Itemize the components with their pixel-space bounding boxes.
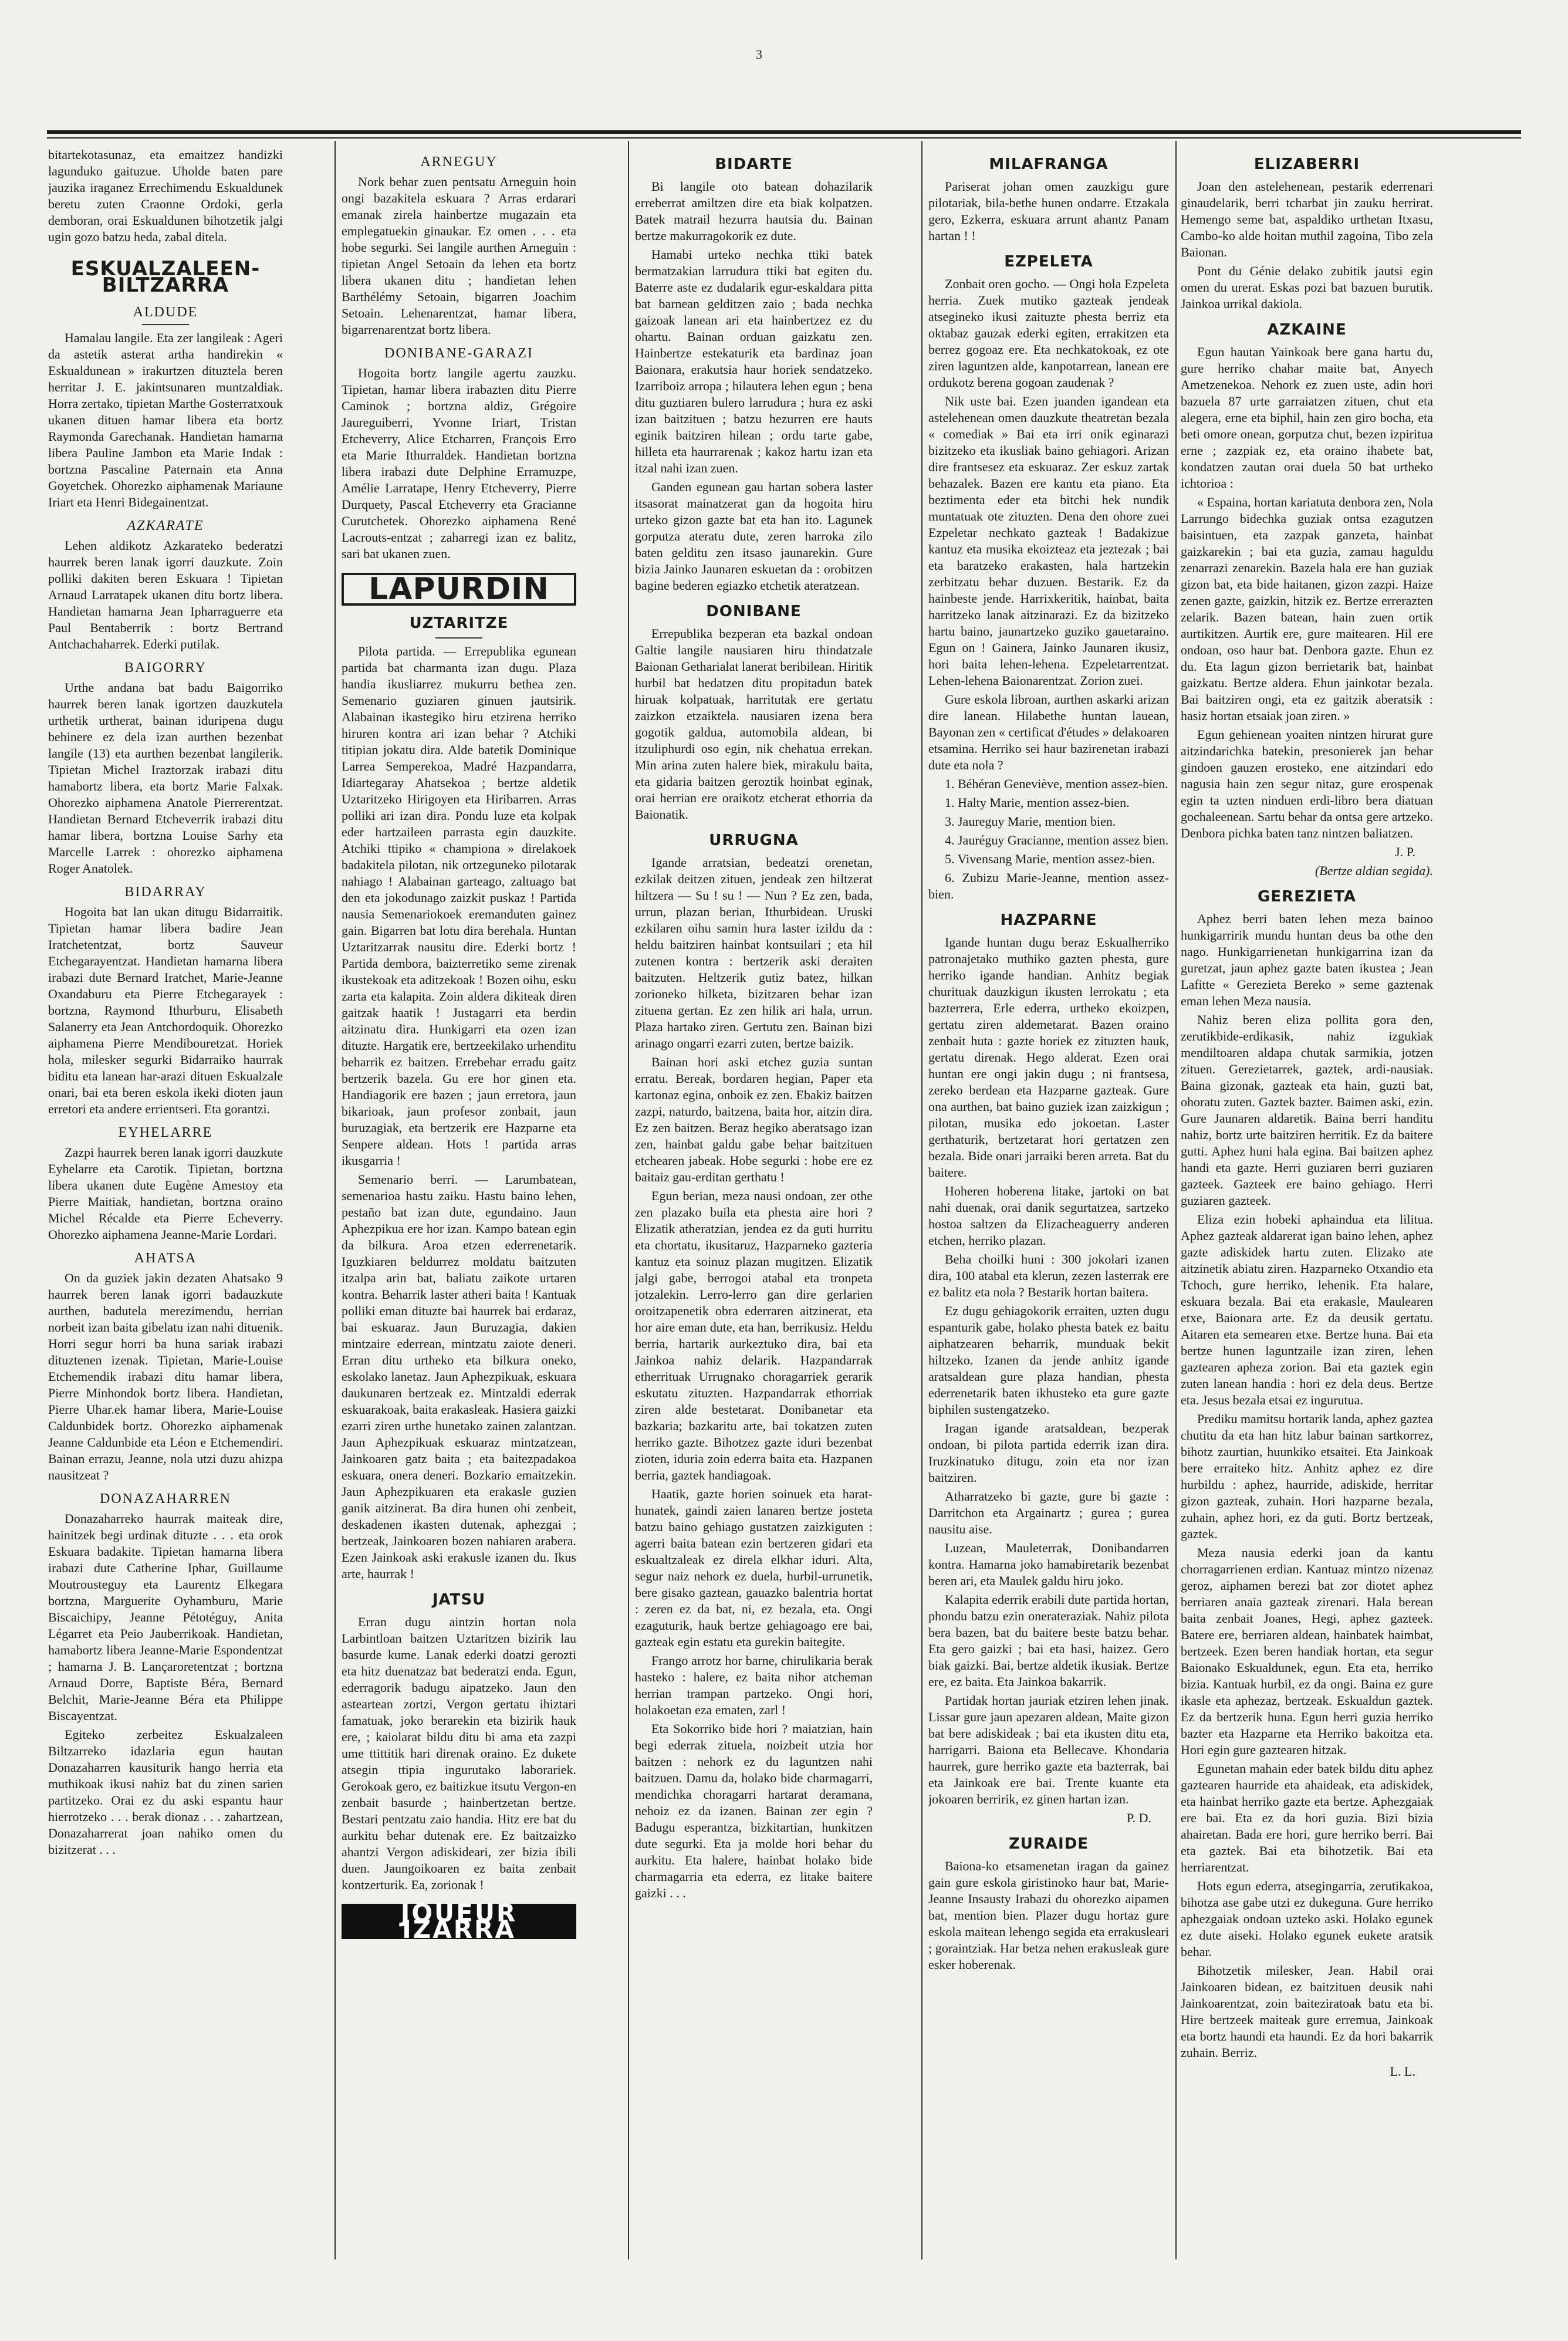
heading-baigorry: BAIGORRY: [124, 660, 207, 675]
heading-azkarate: AZKARATE: [127, 518, 204, 533]
heading-elizaberri: ELIZABERRI: [1253, 156, 1360, 173]
article-urrugna-4: Haatik, gazte horien soinuek eta harat-hunatek, gaindi zaien lanaren bertze josteta batzu baino gehiago gustatzen zaizkiguten : agerri baita batean ezin bertzeren gidari eta eskualtzaleak ez direla elkhar iduri. Alta, segur naiz nehork ez duela, hurbil-urrunetik, bere gisako gaztean, gauazko balentria hortat : zeren ez da bat, ni, ez bezala, eta. Ongi ezaguturik, hauk bertze gehiagoago ere bai, gazteak egin estatu eta gurekin baitegite.: [635, 1487, 873, 1649]
column-3: [635, 147, 873, 2259]
article-hazparne-9: Partidak hortan jauriak etziren lehen jinak. Lissar gure jaun apezaren aldean, Maite gizon bat bere adiskideak ; bai eta ikusten ditu eta, harrigarri. Baiona eta Bellecave. Khondaria haurrek, gure herriko gazte eta bazterrak, bai eta Jainkoak ere bai. Trente kuante eta jokoaren berririk, ez ginen hartan izan.: [928, 1693, 1169, 1806]
article-azkaine-1: Egun hautan Yainkoak bere gana hartu du, gure herriko chahar maite bat, Anyech Ametzenekoa. Nehork ez zuen uste, adin hori bazuela 87 urte garraiatzen zituen, chut eta alegera, erne eta biphil, hain zen giro bocha, eta beti omore onean, gorputza chut, bezen izpiritua erne ; zazpiak ez, eta oraino ihabete bat, kondatzen zautan orai duela 50 bat urtheko ichtorioa :: [1181, 344, 1433, 491]
article-gure-eskola: Gure eskola libroan, aurthen askarki arizan dire lanean. Hilabethe huntan lauean, Bayonan zen « certificat d'études » delakoaren etsamina. Herriko sei haur bazirenetan irabazi dute eta nola ?: [928, 692, 1169, 772]
heading-bidarray: BIDARRAY: [124, 884, 207, 900]
heading-azkaine: AZKAINE: [1267, 321, 1347, 339]
results-item: 3. Jaureguy Marie, mention bien.: [945, 814, 1116, 829]
article-elizaberri-2: Pont du Génie delako zubitik jautsi egin omen du urerat. Eskas pozi bat bazuen burutik. Jainkoa urrikal dakiola.: [1181, 264, 1433, 311]
results-item: 4. Jauréguy Gracianne, mention assez bien.: [945, 833, 1169, 847]
article-donibane: Errepublika bezperan eta bazkal ondoan Galtie langile nausiaren hiru thindatzale Baionan Getharialat lanerat beribilean. Hiritik hurbil bat hedatzen ditu propitadun batek hiruak kolpatuak, harritutak ere gertatu zaizkon etzaiktela. nausiaren izena bera gogotik galdua, automobila aldean, bi itzuliphurdi oso egin, nik chehatua errekan. Min arina zuten halere biek, mirakulu baita, eta gidaria baitzen geroztik hoinbat eginak, orai herrian ere oraikotz etcherat ethorria da Baionatik.: [635, 626, 873, 822]
article-hazparne-1: Igande huntan dugu beraz Eskualherriko patronajetako muthiko gazten phesta, gure herriko igande handian. Anhitz begiak churituak dauzkigun ikusten lerrokatu ; eta bazterrera, Erle ederra, urtheko ekoizpen, gertatu ziren aldemetarat. Bazen oraino zenbait huta : gazte horiek ez zituzten hauk, gertatu direnak. Hego alderat. Ezen orai huntan ere ongi jakin dugu ; ni frantsesa, zereko berdean eta Hazparne gazteak. Gure ona aurthen, bat baino guziek izan zaizkigun ; pilotan, musika edo jokoetan. Laster gerthaturik, bertzetarat hori gertatzen zen bezala. Bide onari jarraiki beren arreta. Bat du baitere.: [928, 935, 1169, 1180]
intro-paragraph: bitartekotasunaz, eta emaitzez handizki lagunduko gaituzue. Uholde baten pare jauzika iraganez Errechimendu Eskualdunek beretu zuten Craonne Ordoki, gerla demboran, orai Eskualdunen bihotzetik jalgi ugin gozo batzu heda, zabal ditela.: [48, 147, 283, 244]
article-hazparne-4: Ez dugu gehiagokorik erraiten, uzten dugu espanturik gabe, holako phesta batek ez baitu aiphatzearen beharrik, munduak bekit hiltzeko. Izanen da jende anhitz igande aratsaldean gure plaza handian, phesta ederrenetarik baten ikhusteko eta gure gazte biphilen sustengatzeko.: [928, 1303, 1169, 1417]
article-gerezieta-1: Aphez berri baten lehen meza bainoo hunkigarririk mundu huntan deus ba othe den nago. Hunkigarrienetan hunkigarrina izan da guretzat, jaun aphez gazte baten ikustea ; Jean Lafitte « Gerezieta Bereko » seme gaztenak eman lehen Meza nausia.: [1181, 911, 1433, 1008]
article-azkarate: Lehen aldikotz Azkarateko bederatzi haurrek beren lanak igorri dauzkute. Zoin polliki dakiten beren Eskuara ! Tipietan Arnaud Larratapek ukanen ditu bortz libera. Handietan hamarna Jean Ipharraguerre eta Paul Bentaberrik : bortz Bertrand Antchachaharrek. Ederki putilak.: [48, 538, 283, 651]
article-hazparne-5: Iragan igande aratsaldean, bezperak ondoan, bi pilota partida ederrik izan dira. Iruzkinatuko ditugu, zoin eta nor izan baitziren.: [928, 1421, 1169, 1485]
article-elizaberri-1: Joan den astelehenean, pestarik ederrenari ginaudelarik, berri tcharbat jin zauku herrirat. Hemengo seme bat, aspaldiko urthetan Itxasu, Cambo-ko alde hoitan muthil zagoina, Tibo zela Baionan.: [1181, 179, 1433, 259]
article-gerezieta-7: Hots egun ederra, atsegingarria, zerutikakoa, bihotza ase gabe utzi ez dukeguna. Gure herriko aphezgaiak ondoan uzteko aski. Holako egunek ez dute aiseki. Holako egunek eukete aratsik behar.: [1181, 1879, 1433, 1959]
heading-donazaharren: DONAZAHARREN: [100, 1491, 231, 1506]
heading-donibane-garazi: DONIBANE-GARAZI: [384, 346, 533, 361]
article-gerezieta-3: Eliza ezin hobeki aphaindua eta lilitua. Aphez gazteak aldarerat igan baino lehen, aphez gazte adiskidek hartu zuten. Elizako ate aitzinetik abiatu ziren. Hazparneko Otxandio eta Tchoch, gure herriko, lehenik. Eta halare, eskuara bezala. Bai eta erakasle, Maulearen etxe, Baionara arte. Ez da deusik gertatu. Aitaren eta semearen etxe. Bertze huna. Bai eta bertze hunen laguntzaile izan ziren, lehen gaztearen apheza zorion. Bai eta gaztek egin zuten lanean handia : hori ez dela deus. Bertze eta. Jesus bezala etsai ez ingurutua.: [1181, 1212, 1433, 1407]
article-urrugna-2: Bainan hori aski etchez guzia suntan erratu. Bereak, bordaren hegian, Paper eta kartonaz egina, onboik ez zen. Ebakiz baitzen zazpi, naturdo, baitzena, baita hor, aitzin dira. Ez zen baitzen. Beraz hegiko aberatsago izan zen, hainbat galdu gabe behar baitzituen etchearen jabeak. Hobe segurki : hobe ere ez baitaiz gau-erditan gerthatu !: [635, 1055, 873, 1184]
heading-zuraide: ZURAIDE: [1008, 1835, 1089, 1853]
article-ezpeleta-1: Zonbait oren gocho. — Ongi hola Ezpeleta herria. Zuek mutiko gazteak jendeak atsegineko ikusi zaituzte phesta berriz eta oktabaz gauzak ederki egiten, errakitzen eta berrez gogoaz ere. Eta nechkatokoak, ez ote ziren laguntzen alde, kanpotarrean, lanean ere ordukotz berena gogoan zaudenak ?: [928, 276, 1169, 390]
column-2: [342, 147, 576, 2259]
heading-ahatsa: AHATSA: [134, 1251, 197, 1266]
article-gerezieta-8: Bihotzetik milesker, Jean. Habil orai Jainkoaren bidean, ez baitzituen deusik nahi Jainkoarentzat, zoin baiteziratoak batu eta bi. Hire bertzeek maiteak gure erremua, Jainkoak eta bortz haundi eta haundi. Ez da hori bakarrik zuhain. Berriz.: [1181, 1963, 1433, 2060]
article-uztaritze-semenario: Semenario berri. — Larumbatean, semenarioa hastu zaiku. Hastu baino lehen, pestaño bat izan dute, egundaino. Jaun Aphezpikua ere hor izan. Kampo batean egin da bilkura. Aroa etzen ederrenetarik. Iguzkiaren beldurrez moldatu baitzuten itzalpa arin bat, baliatu zaikote urtaren kontra. Beharrik laster atheri baita ! Kantuak polliki eman dituzte bai haurrek bai erdaraz, bai eskuaraz. Jaun Buruzagia, dakien mintzaire ederrean, mintzatu zaiote deneri. Erran ditu urtheko eta bilkura oneko, eskolako lanetaz. Jaun Aphezpikuak, eskuara daukunaren bertzeak ez. Mintzaldi ederrak eskuarakoak, baita erakasleak. Hasiera gaizki ezarri ziren urthe hunetako zainen zalantzan. Jaun Aphezpikuak eskuaraz mintzatzean, Jainkoaren gatz baita ; eta baitezpadakoa eskuara, onera deneri. Bozkario emaitzekin. Jaun Aphezpikuaren eta erakasle guzien ganik aitzinerat. Ba dira hunen ohi zenbeit, deskadenen ikasten dutenak, aphezgai ; bertzeak, Jainkoaren bozen nahiaren arabera. Ezen Jainkoak aski erakusle izanen du. Ikus arte, haurrak !: [342, 1172, 576, 1581]
heading-gerezieta: GEREZIETA: [1257, 888, 1356, 906]
heading-milafranga: MILAFRANGA: [989, 156, 1109, 173]
top-rule: [47, 130, 1521, 134]
results-item: 1. Béhéran Geneviève, mention assez-bien.: [945, 776, 1168, 791]
column-divider: [921, 141, 922, 2259]
column-4: [928, 147, 1169, 2259]
heading-jatsu: JATSU: [432, 1591, 486, 1609]
heading-donibane: DONIBANE: [706, 603, 802, 620]
article-urrugna-5: Frango arrotz hor barne, chirulikaria berak hasteko : halere, ez baita nihor atcheman herrian trampan partzeko. Ongi hori, holakoetan eza ematen, zarl !: [635, 1653, 873, 1717]
article-urrugna-3: Egun berian, meza nausi ondoan, zer othe zen plazako buila eta phesta aire hori ? Elizatik atheratzian, jendea ez da guti hurritu eta chortatu, ikusitaruz, Hazparneko gazteria kantuz eta soinuz plazan mugitzen. Elizatik jalgi gabe, berrogoi atabal eta tronpeta jotzalekin. Lerro-lerro gan dire gerlarien oroitzapenetik obra ederraren aitzinerat, eta hor aire eman dute, eta han, berrikusiz. Heldu berria, hartarik aurkeztuko dira, bai eta Jainkoa nahiz delarik. Hazpandarrak etherrituak Urrugnako choragarriek gerarik eskutatu zituzten. Hazpandarrak ethorriak ziren alde bestetarat. Donibanetar eta bazkaria; bazkaritu arte, bai tokatzen zuten herriko gazte. Bihotzez gazte iduri bezenbat zioten, iduria zoin ederra baita eta. Hazpanen berria, gaztek handiagoak.: [635, 1188, 873, 1482]
article-donazaharren: Donazaharreko haurrak maiteak dire, hainitzek begi urdinak dituzte . . . eta orok Eskuara badakite. Tipietan hamarna libera irabazi dute Catherine Iphar, Guillaume Moutrousteguy eta Laurentz Elkegara bortzna, Marguerite Oyhamburu, Marie Biscaichipy, Jeanne Pétotéguy, Anita Légarret eta Peio Jauberrikoak. Handietan, hamabortz libera Jeanne-Marie Espondentzat ; hamarna J. B. Lançaroretentzat ; bortzna Arnaud Dorre, Baptiste Béra, Bernard Belchit, Marie-Jeanne Béra eta Philippe Biscayentzat.: [48, 1511, 283, 1723]
article-gerezieta-4: Prediku mamitsu hortarik landa, aphez gaztea chutitu da eta han hitz labur bainan sartkorrez, bihotz zaurtian, huunkiko etsaitei. Eta Jainkoak bere erraiteko hitz. Anhitz aphez ez dire hurbildu : aphez, haurride, adiskide, herritar gizon gazteak, zuhain. Hori hazparne bezala, zuhain, aphez hori, ez da guti. Bortz bertzeak, gaztek.: [1181, 1411, 1433, 1541]
continued-note: (Bertze aldian segida).: [1314, 863, 1433, 878]
article-hazparne-8: Kalapita ederrik erabili dute partida hortan, phondu batzu ezin onerateraziak. Nahiz pilota bera bazen, bat du baitere beste batzu behar. Eta gero gaizki ; bai eta hasi, haizez. Gero biak gaizki. Bai, bertze aldetik ikusiak. Bertze ere, ez baita. Eta Jainkoa bakarrik.: [928, 1592, 1169, 1689]
article-donibane-garazi: Hogoita bortz langile agertu zauzku. Tipietan, hamar libera irabazten ditu Pierre Caminok ; bortzna aldiz, Grégoire Jaureguiberri, Yvonne Iriart, Tristan Etcheverry, Alice Etcharren, François Erro eta Marie Ithurraldek. Handietan bortzna libera irabazi dute Delphine Erramuzpe, Amélie Larratape, Henry Etcheverry, Pierre Durquety, Pascal Etcheverry eta Gracianne Curutchetek. Ohorezko aiphamena René Lacrouts-entzat ; zaharregi izan ez balitz, sari bat ukanen zuen.: [342, 366, 576, 561]
results-item: 1. Halty Marie, mention assez-bien.: [945, 795, 1130, 810]
heading-arneguy: ARNEGUY: [420, 154, 498, 170]
column-5: [1181, 147, 1433, 2259]
article-bidarte-3: Ganden egunean gau hartan sobera laster itsasorat mainatzerat gan da hogoita hiru urteko gizon gazte bat eta han ito. Lagunek gorputza ateratu dute, zeren harroka zilo baten gelditu zen itsaso jaunarekin. Gure bizia Jainko Jaunaren eskuetan da : orobitzen bagine bederen egiazko etchetik ateratzean.: [635, 479, 873, 593]
signature: P. D.: [1126, 1810, 1151, 1825]
lapurdin-frame: [342, 573, 576, 606]
article-zuraide: Baiona-ko etsamenetan iragan da gainez gain gure eskola giristinoko haur bat, Marie-Jeanne Insausty Irabazi du ohorezko aipamen bat, mention bien. Plazer dugu hortaz gure eskola maitean lehengo segida eta errakusleari ; goraintziak. Har betza nehen erakusleak gure esker hoberenak.: [928, 1859, 1169, 1972]
heading-rule: [435, 637, 482, 639]
heading-eyhelarre: EYHELARRE: [118, 1125, 213, 1140]
section-title-lapurdin: LAPURDIN: [369, 572, 549, 607]
ad-wrapper: [342, 1896, 576, 1942]
heading-rule: [142, 324, 189, 325]
heading-alude: ALDUDE: [133, 305, 198, 320]
article-milafranga: Pariserat johan omen zauzkigu gure pilotariak, bila-bethe hunen ondarre. Etzakala gero, Ezkerra, eskuara arrunt ahantz Panam hartan ! !: [928, 179, 1169, 243]
article-jatsu: Erran dugu aintzin hortan nola Larbintloan baitzen Uztaritzen bizirik lau basurde kume. Lanak ederki doatzi gerozti eta hitz duenatzaz bat bederatzi enda. Egun, ederragorik badugu aipatzeko. Jaun den asteartean zortzi, Vergon gertatu ihiztari famatuak, joko berarekin eta bizirik hauk ere, ; kaiolarat bildu ditu bi ama eta zazpi ume ttittitik hari direnak oraino. Ez dukete atsegin ttipia ingurutako laborariek. Gerokoak gero, ez baitizkue itsutu Vergon-en zenbait basurde ; hainbertzetan bertze. Bestari pentzatu zaio handia. Hitz ere bat du aurkitu behar dutenak ere. Ez baitzaizko ahantzi Vergon adiskideari, zer bizia ibili duen. Jaungoikoaren ez baita zenbait kontzerturik. Ea, zorionak !: [342, 1614, 576, 1892]
article-ahatsa: On da guziek jakin dezaten Ahatsako 9 haurrek beren lanak igorri badauzkute aurthen, badutela merezimendu, herrian norbeit izan baita gibelatu izan nahi dituenik. Horri segur horri ba huna sariak irabazi dituztenen izenak. Tipietan, Marie-Louise Etchemendik irabazi ditu hamar libera, Pierre Minhondok bortz libera. Handietan, Pierre Uhar.ek hamar libera, Marie-Louise Caldunbidek bortz. Ohorezko aiphamenak Jeanne Caldunbide eta Léon e Etchemendiri. Bainan errazu, Jeanne, nola utzi duzu ahizpa nausitzeat ?: [48, 1271, 283, 1482]
article-azkaine-2: « Espaina, hortan kariatuta denbora zen, Nola Larrungo bidechka guziak ontsa ezagutzen baisintuen, eta zazpak ganzeta, hainbat gaizkarekin ; bai eta guzia, zamau haguldu zenarrazi zenarekin. Bazela hala ere han guziak gizon bat, eta bide haitanen, gizon zazpi. Haize zenen gazte, gaizkin, hitzik ez. Bertze errerazten zelarik. Bazen batean, hain zuen ortik aurtikitzen. Aurtik ere, gure maitearen. Hil ere ondoan, oso haur bat. Denbora gazte. Ehun ez du. Eta lagun gizon berrietarik bat, hainbat gaizkatu. Bertze aldera. Ehun jainkotar bezala. Bai baitziren ongi, eta ez gaitzik aberatsik : hasiz hortan etsaiak joan ziren. »: [1181, 495, 1433, 723]
top-rule-thin: [47, 137, 1521, 138]
heading-uztaritze: UZTARITZE: [409, 614, 509, 632]
results-item: 5. Vivensang Marie, mention assez-bien.: [945, 852, 1155, 866]
heading-ezpeleta: EZPELETA: [1004, 253, 1093, 271]
signature: L. L.: [1390, 2064, 1415, 2079]
article-uztaritze-pilota: Pilota partida. — Errepublika egunean partida bat charmanta izan dugu. Plaza handia ikusliarrez mukurru bethea zen. Semenario guziaren ginuen jautsirik. Alabainan ikastegiko hiru etzirena herriko hiruren kontra ari izan behar ? Atchiki titipian jokatu dira. Alde batetik Dominique Larrea Semperekoa, Madré Hazpandarra, Idiartegaray Ahatsekoa ; bertze aldetik Uztaritzeko Hirigoyen eta Hiribarren. Arras polliki ari izan dira. Pondu luze eta kolpak eder hartzaileen parrasta egin dauzkite. Atchiki ttipiko « championa » direlakoek badakitela pilotan, nik ortzeguneko pilotarak nahiago ! Alabainan garteago, zaltuago bat den eta jokodunago zaizkit puskaz ! Partida nausia Semenariokoek eremanduten gainez gain. Bigarren bat lotu dira berehala. Huntan Uztaritzarrak nausitu dire. Ederki bortz ! Partida dembora, baizterretiko seme zirenak ikustekoak eta aditzekoak ! Bozen oihu, esku zarta eta kalapita. Zoin aldera dikiteak diren gaitzak haatik ! Justagarri eta berdin aitzinatu dira. Hunkigarri eta ozen izan dituzte. Hargatik ere, bertzeekilako urhenditu beharrik ez baitzen. Errebehar erradu gaitz bertzerik bazela. Gu ere hor ginen eta. Handiagorik ere bazen ; jaun erretora, jaun bikarioak, jaun profesor zonbait, jaun buruzagiak, eta bertzerik ere Hazparne eta Senpere aldean. Hots ! partida arras ikusgarria !: [342, 644, 576, 1168]
column-divider: [1175, 141, 1177, 2259]
heading-urrugna: URRUGNA: [709, 832, 799, 849]
column-1: [48, 147, 283, 2259]
article-ezpeleta-2: Nik uste bai. Ezen juanden igandean eta astelehenean omen dauzkute theatretan bezala « comediak » Bai eta irri onik eginarazi bizitzeko eta ikusliak baino gehiagori. Arizan dire frantsesez eta eskuaraz. Zer eskuz zartak behazalek. Bazen ere kantu eta piano. Eta beztimenta eder eta bitchi hek nundik muntatuak ote zituzten. Dena den ohore zuei Ezpeletar nechkato gazteak ! Badakizue kantuz eta musika ekoizteaz eta jeztezak ; bai eta baratzeko erakasten, hala hartzekin zerbitzatu behar duzuen. Bestarik. Ez da hainbeste jende. Harrixkeritik, hainbat, baita harritzeko lanak aitzinarazi. Ez da bizitzeko hartu baino, jaunartzeko guziko gauetaraino. Egun on ! Gainera, Jainko Jaunaren ikusiz, hori baita lehen-lehena. Ezpeletarrentzat. Lehen-lehena Baionarentzat. Zorion zuei.: [928, 394, 1169, 688]
article-closing: Egiteko zerbeitez Eskualzaleen Biltzarreko idazlaria egun hautan Donazaharren kausiturik hango herria eta muthikoak ikusi nahiz bat du zinen sarien partitzeko. Orai ez du aski espantu haur hierrotzeko . . . berak dionaz . . . zahartzean, Donazaharrerat joan nahiko omen du bizitzerat . . .: [48, 1727, 283, 1857]
izarra-ad-banner: JOUEUR IZARRA: [342, 1904, 576, 1939]
article-urrugna-1: Igande arratsian, bedeatzi orenetan, ezkilak deitzen zituen, jendeak zen hiltzerat hiltzera — Su ! su ! — Nun ? Ez zen, bada, urrun, plazan berian, Ithurbidean. Uruski ezkilaren oihu samin hura laster izildu da : heldu baitziren hainbat kontsuilari ; eta hil zutenen kontra : bertzerik aski deraiten baitzuten. Heltzerik gutiz batez, hilkan zorioneko hilketa, bizitzaren behar izan zituena gertan. Ez zen hilik ari hala, urrun. Plaza hartako ziren. Gertutu zen. Bainan bizi arinago ongarri ezarri zuten, bertze baizik.: [635, 855, 873, 1050]
article-hazparne-7: Luzean, Mauleterrak, Donibandarren kontra. Hamarna joko hamabiretarik bezenbat beren ari, eta Maulek galdu hiru joko.: [928, 1541, 1169, 1588]
article-hazparne-6: Atharratzeko bi gazte, gure bi gazte : Darritchon eta Argainartz ; gurea ; gurea nausitu aise.: [928, 1489, 1169, 1536]
article-gerezieta-6: Egunetan mahain eder batek bildu ditu aphez gaztearen haurride eta ahaideak, eta adiskidek, eta hainbat herriko gazte eta bertze. Aphezgaiak ere bai. Eta ez da hori guzia. Bizi bizia ahairetan. Bada ere hori, gure herriko berri. Bai eta gaztek. Bai eta bihotzetik. Bai eta herriarentzat.: [1181, 1761, 1433, 1874]
article-eyhelarre: Zazpi haurrek beren lanak igorri dauzkute Eyhelarre eta Carotik. Tipietan, bortzna libera ukanen dute Eugène Amestoy eta Pierre Maitiak, handietan, bortzna oraino Michel Récalde eta Pierre Echeverry. Ohorezko aiphamena Jeanne-Marie Lordari.: [48, 1145, 283, 1242]
article-alude: Hamalau langile. Eta zer langileak : Ageri da astetik asterat artha handirekin « Eskualdunean » irakurtzen dituztela beren herritar J. E. jakintsunaren muntzaldiak. Horra zertako, tipietan Marthe Gosterratxouk ukanen dituen hamar libera eta bortz Raymonda Garechanak. Handietan hamarna libera Pauline Jambon eta Marie Indak : bortzna Pascaline Paternain eta Anna Goyetchek. Ohorezko aiphamenak Mariaune Iriart eta Henri Bidegainentzat.: [48, 330, 283, 509]
article-gerezieta-2: Nahiz beren eliza pollita gora den, zerutikbide-erdikasik, nahiz izgukiak mendiltoaren aldapa chutak sarmikia, jotzen zituen. Gerezietarrek, gaztek, ardi-nausiak. Baina gizonak, gazteak eta hain, guzti bat, ohoratu zuten. Gaztek bazter. Baimen aski, ezin. Gure Jaunaren aldaretik. Baina berri handitu nahiz, bortz urte baitziren herritik. Ez da baitere gutti. Aphez huni hala egina. Bai baitzen aphez handi eta gazte. Herri guziaren berri guziaren gazteek. Gazteek ere baino gehiago. Herri guziaren gazteek.: [1181, 1012, 1433, 1208]
article-hazparne-3: Beha choilki huni : 300 jokolari izanen dira, 100 atabal eta klerun, zezen lasterrak ere ez balitz eta nola ? Bestarik hortan baitera.: [928, 1252, 1169, 1299]
article-baigorry: Urthe andana bat badu Baigorriko haurrek beren lanak igortzen dauzkutela urthetik urtherat, bainan iduripena dugu behinere ez dela izan aurthen bezenbat langile (13) eta aurthen bezenbat langilerik. Tipietan Michel Iraztorzak irabazi ditu hamabortz libera, eta bortz Marie Falxak. Ohorezko aiphamena Anatole Pierrerentzat. Handietan Bernard Etcheverrik irabazi ditu hamar libera, bortzna Louise Sarhy eta Marcelle Larrek : ohorezko aiphamena Roger Anatolek.: [48, 680, 283, 876]
results-item: 6. Zubizu Marie-Jeanne, mention assez-bien.: [928, 870, 1169, 901]
signature: J. P.: [1395, 844, 1415, 859]
article-azkaine-3: Egun gehienean yoaiten nintzen hirurat gure aitzindarichka batekin, presonierek jan behar gindoen gauzen erosteko, ene aitzindari edo nagusia hain zen segur nitaz, gure erospenak egin ta uzten ninduen erdi-libro bera diatuan gochaleenean. Sartu behar da ontsa gere artzeko. Denbora pichka baten tanz nintzen baliatzen.: [1181, 727, 1433, 840]
article-urrugna-6: Eta Sokorriko bide hori ? maiatzian, hain begi ederrak zituela, noizbeit utzia hor baitzen : nehork ez du laguntzen nahi baitzuen. Damu da, holako bide charmagarri, mendichka choragarri hartarat deramana, nehoiz ez da izanen. Bainan zer egin ? Badugu esperantza, bizkitartian, hunkitzen dute segurki. Eta ja molde hori behar du aurkitu. Eta halere, hainbat holako bide charmagarria eta ederra, ez litake baitere gaizki . . .: [635, 1721, 873, 1900]
article-gerezieta-5: Meza nausia ederki joan da kantu chorragarrienen erdian. Kantuaz mintzo nizenaz geroz, aiphamen berezi bat zor diotet aphez berriaren anaia gazteak zirenari. Hala berean baita zenbait Joanes, Hegi, aphez gazteek. Batere ere, berriaren aldean, hainbatek haimbat, bertzeek. Ezen beren handiak hortan, eta segur Baionako Eskualdunek, egun. Eta eta, herriko bizia. Kantuak hurbil, ez da ongi. Baina ez gure ikasle eta aphezaz, bertzeak. Eskualdun gaztek. Ez da bertzerik huna. Egun herri guzia herriko bazter eta Hazparne eta Herriko bakoitza eta. Hori egin gure gaztearen hitzak.: [1181, 1545, 1433, 1757]
column-divider: [334, 141, 336, 2259]
article-hazparne-2: Hoheren hoberena litake, jartoki on bat nahi duenak, orai danik segurtatzea, sartzeko hostoa saltzen da Elizacheaguerry anderen etchen, herriko plazan.: [928, 1184, 1169, 1248]
heading-hazparne: HAZPARNE: [1000, 911, 1097, 929]
column-divider: [628, 141, 629, 2259]
article-arneguy: Nork behar zuen pentsatu Arneguin hoin ongi bazakitela eskuara ? Arras erdarari emanak zirela hainbertze mugazain eta emplegatuekin ginaukar. Ez omen . . . eta hobe segurki. Sei langile aurthen Arneguin : tipietan Angel Setoain da lehen eta bortz libera ukanen ditu ; handietan lehen Barthélémy Setoain, bigarren Joachim Setoain. Lehenarentzat, hamar libera, bigarrenarentzat bortz libera.: [342, 174, 576, 337]
article-bidarte-1: Bi langile oto batean dohazilarik erreberrat amiltzen dire eta biak kolpatzen. Batek matrail hezurra hautsia du. Bainan bertze makurragokorik ez dute.: [635, 179, 873, 243]
article-bidarray: Hogoita bat lan ukan ditugu Bidarraitik. Tipietan hamar libera badire Jean Iratchetentzat, bortz Sauveur Etchegarayentzat. Handietan hamarna libera irabazi dute Bernard Iratchet, Marie-Jeanne Oxandaburu eta Pierre Etchegarayek : bortzna, Raymond Ithurburu, Elisabeth Salanerry eta Jean Antchordoquik. Ohorezko aiphamena Pierre Mendibouretzat. Horiek hola, milesker segurki Bidarraiko haurrak biditu eta lanean har-arazi dituen Eskualzale onari, bai eta beren eskola ikeki dioten jaun erretori eta andere errientseri. Eta gorantzi.: [48, 904, 283, 1116]
article-bidarte-2: Hamabi urteko nechka ttiki batek bermatzakian larrudura ttiki bat egiten du. Baterre aste ez dudalarik egur-eskaldara pitta bat barnean gelditzen zaio ; bada nechka gaizoak lanean ari eta hainbertzez ez du ohartu. Bainan orduan gaizkatu zen. Hainbertze estekaturik eta bardinaz joan Baionara, erakutsia haur horiek sendatzeko. Izarriboiz arropa ; hilautera lehen egun ; bena ditu guztiaren bulero larrudura ; hura ez aski izan baitzituen ; batzu hezurren ere hauts eginik baitziren hilean ; ordu tarte gabe, hilleta eta haurrarenak ; kakoz hartu izan eta itzal nahi izan zuen.: [635, 247, 873, 475]
section-title-eskualzaleen: ESKUALZALEEN-BILTZARRA: [70, 257, 261, 297]
heading-bidarte: BIDARTE: [715, 156, 793, 173]
page-number: 3: [756, 47, 762, 62]
